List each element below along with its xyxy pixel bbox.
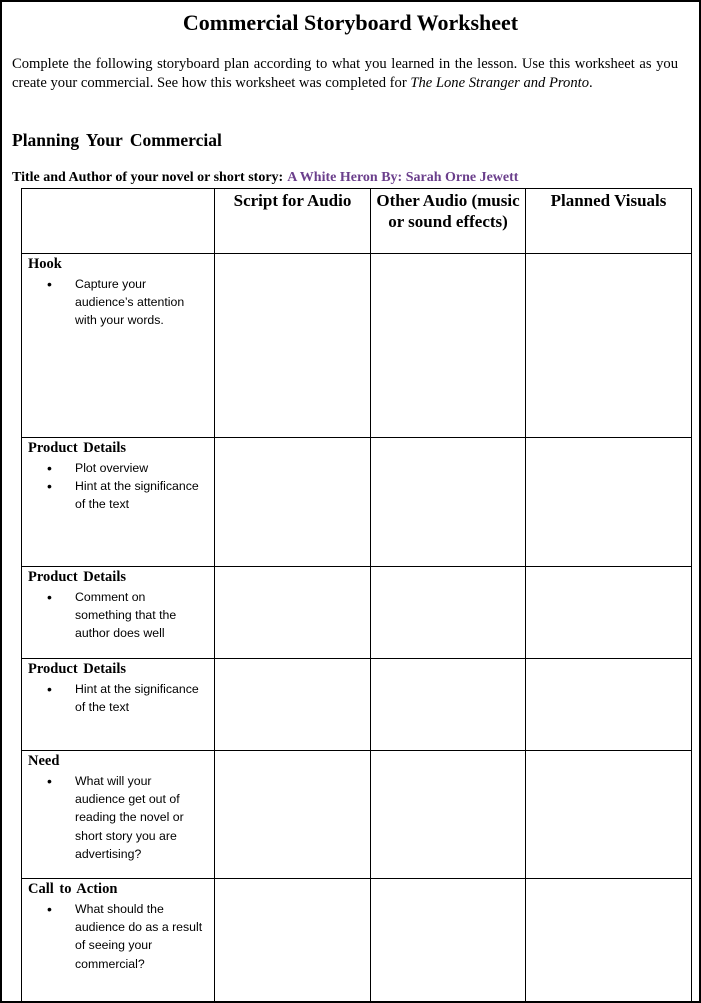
header-row [22,189,692,254]
script-for-audio-cell[interactable] [215,567,371,659]
planned-visuals-cell[interactable] [526,567,692,659]
planning-heading: Planning Your Commercial [12,130,222,150]
other-audio-cell[interactable] [371,254,526,438]
table-row [22,879,692,1003]
title-author-line [12,170,518,186]
header-other-audio: Other Audio (music or sound effects) [371,189,526,254]
table-row [22,751,692,879]
header-blank-cell [22,189,215,254]
bullet-list [22,459,214,514]
intro-text: Complete the following storyboard plan according to what you learned in the lesson. Use this worksheet as you create your commercial. See how this worksheet was completed for [12,56,678,91]
header-script-for-audio: Script for Audio [215,189,371,254]
bullet-list [22,772,214,863]
row-label-cell [22,751,215,879]
planned-visuals-cell[interactable] [526,438,692,567]
table-row [22,567,692,659]
other-audio-cell[interactable] [371,438,526,567]
bullet-item: • Hint at the significance of the text [75,680,203,716]
title-author-value[interactable]: A White Heron By: Sarah Orne Jewett [287,170,519,185]
intro-example-title: The Lone Stranger and Pronto [410,74,589,91]
section-title: Product Details [28,440,126,456]
planned-visuals-cell[interactable] [526,879,692,1003]
other-audio-cell[interactable] [371,879,526,1003]
bullet-item: • Capture your audience’s attention with your words. [75,275,203,330]
bullet-list [22,588,214,643]
other-audio-cell[interactable] [371,567,526,659]
section-title: Hook [28,256,62,272]
script-for-audio-cell[interactable] [215,659,371,751]
title-author-label: Title and Author of your novel or short story: [12,170,284,185]
bullet-item: • Comment on something that the author does well [75,588,203,643]
bullet-item: • What should the audience do as a result of seeing your commercial? [75,900,203,973]
section-title: Product Details [28,569,126,585]
intro-end: . [589,74,593,91]
other-audio-cell[interactable] [371,751,526,879]
worksheet-title: Commercial Storyboard Worksheet [182,10,519,35]
section-title: Need [28,753,60,769]
other-audio-cell[interactable] [371,659,526,751]
bullet-list [22,275,214,330]
table-row [22,438,692,567]
script-for-audio-cell[interactable] [215,254,371,438]
row-label-cell [22,254,215,438]
bullet-list [22,900,214,973]
table-row [22,659,692,751]
intro-paragraph [12,55,678,92]
row-label-cell [22,879,215,1003]
script-for-audio-cell[interactable] [215,751,371,879]
planned-visuals-cell[interactable] [526,659,692,751]
bullet-item: • Hint at the significance of the text [75,477,203,513]
row-label-cell [22,567,215,659]
script-for-audio-cell[interactable] [215,879,371,1003]
bullet-item: • What will your audience get out of reading the novel or short story you are advertising? [75,772,203,863]
planned-visuals-cell[interactable] [526,254,692,438]
bullet-item: • Plot overview [75,459,203,477]
storyboard-table [21,188,692,1003]
row-label-cell [22,438,215,567]
bullet-list [22,680,214,716]
script-for-audio-cell[interactable] [215,438,371,567]
planned-visuals-cell[interactable] [526,751,692,879]
table-row [22,254,692,438]
section-title: Product Details [28,661,126,677]
section-title: Call to Action [28,881,118,897]
header-planned-visuals: Planned Visuals [526,189,692,254]
row-label-cell [22,659,215,751]
